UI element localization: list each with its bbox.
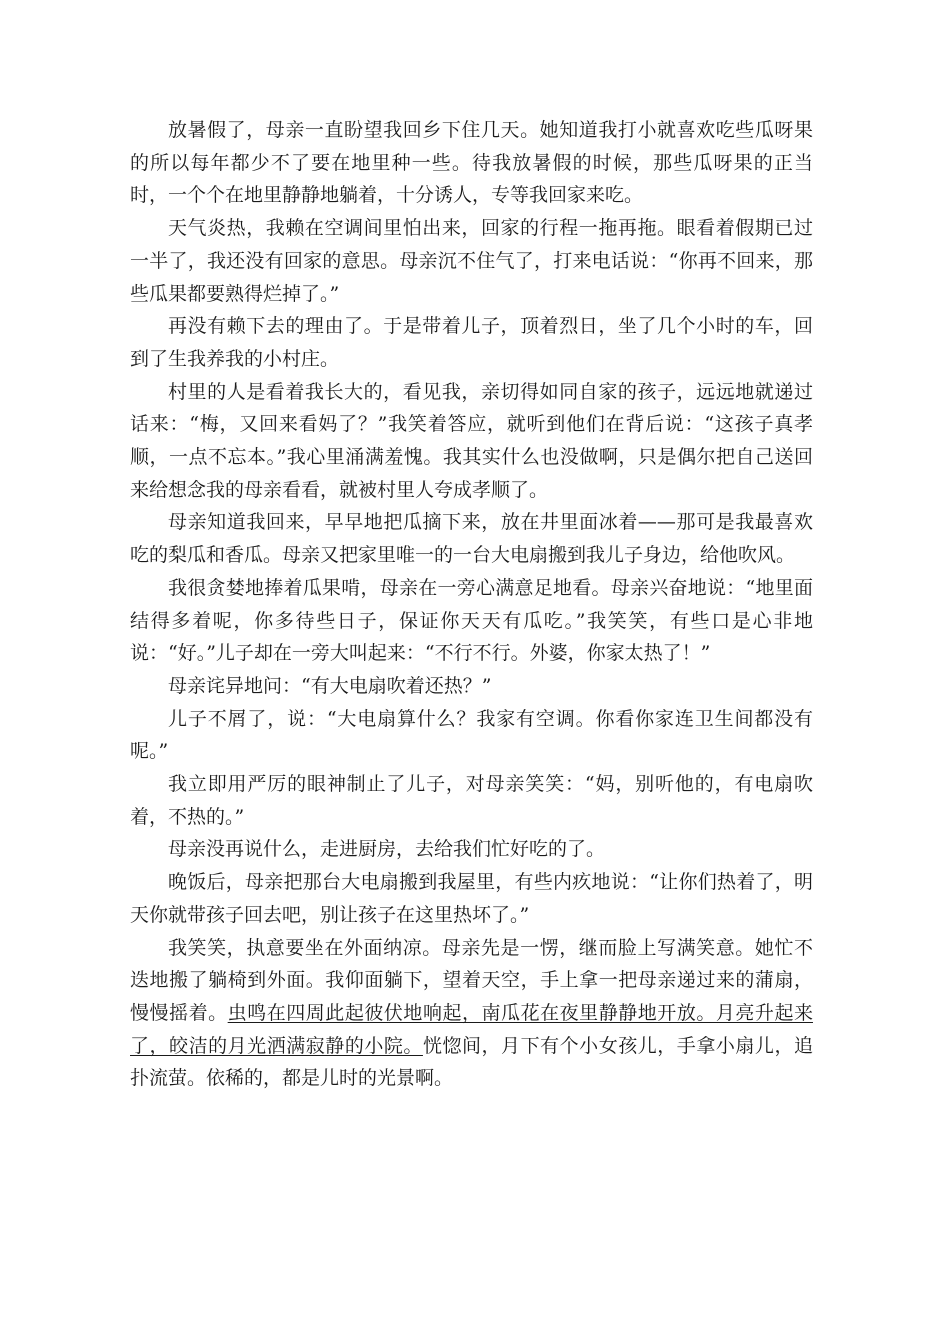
paragraph-8: 儿子不屑了，说：“大电扇算什么？我家有空调。你看你家连卫生间都没有呢。” bbox=[130, 707, 813, 763]
paragraph-5: 母亲知道我回来，早早地把瓜摘下来，放在井里面冰着——那可是我最喜欢吃的梨瓜和香瓜。母亲又把家里唯一的一台大电扇搬到我儿子身边，给他吹风。 bbox=[130, 511, 813, 567]
paragraph-9: 我立即用严厉的眼神制止了儿子，对母亲笑笑：“妈，别听他的，有电扇吹着，不热的。” bbox=[130, 773, 813, 828]
paragraph-1: 放暑假了，母亲一直盼望我回乡下住几天。她知道我打小就喜欢吃些瓜呀果的所以每年都少不了要在地里种一些。待我放暑假的时候，那些瓜呀果的正当时，一个个在地里静静地躺着，十分诱人，专等我回家来吃。 bbox=[130, 119, 813, 207]
paragraph-12-end: 恍惚间，月下有个小女孩儿，手拿小扇儿，追扑流萤。依稀的，都是儿时的光景啊。 bbox=[130, 1034, 813, 1090]
underlined-sentence: 虫鸣在四周此起彼伏地响起，南瓜花在夜里静静地开放。月亮升起来了，皎洁的月光洒满寂静的小院。 bbox=[130, 1001, 813, 1057]
paragraph-12 bbox=[130, 932, 813, 1096]
paragraph-12-start: 我笑笑，执意要坐在外面纳凉。母亲先是一愣，继而脸上写满笑意。她忙不迭地搬了躺椅到外面。我仰面躺下，望着天空，手上拿一把母亲递过来的蒲扇，慢慢摇着。 bbox=[130, 936, 813, 1024]
paragraph-4: 村里的人是看着我长大的，看见我，亲切得如同自家的孩子，远远地就递过话来：“梅，又回来看妈了？”我笑着答应，就听到他们在背后说：“这孩子真孝顺，一点不忘本。”我心里涌满羞愧。我其实什么也没做啊，只是偶尔把自己送回来给想念我的母亲看看，就被村里人夸成孝顺了。 bbox=[130, 380, 813, 501]
paragraph-7: 母亲诧异地问：“有大电扇吹着还热？” bbox=[168, 674, 492, 697]
paragraph-6: 我很贪婪地捧着瓜果啃，母亲在一旁心满意足地看。母亲兴奋地说：“地里面结得多着呢，你多待些日子，保证你天天有瓜吃。”我笑笑，有些口是心非地说：“好。”儿子却在一旁大叫起来：“不行不行。外婆，你家太热了！” bbox=[130, 576, 813, 665]
document-body bbox=[130, 114, 813, 1095]
paragraph-10: 母亲没再说什么，走进厨房，去给我们忙好吃的了。 bbox=[168, 838, 606, 861]
paragraph-2: 天气炎热，我赖在空调间里怕出来，回家的行程一拖再拖。眼看着假期已过一半了，我还没有回家的意思。母亲沉不住气了，打来电话说：“你再不回来，那些瓜果都要熟得烂掉了。” bbox=[130, 217, 813, 305]
paragraph-11: 晚饭后，母亲把那台大电扇搬到我屋里，有些内疚地说：“让你们热着了，明天你就带孩子回去吧，别让孩子在这里热坏了。” bbox=[130, 871, 813, 926]
paragraph-3: 再没有赖下去的理由了。于是带着儿子，顶着烈日，坐了几个小时的车，回到了生我养我的小村庄。 bbox=[130, 315, 813, 370]
